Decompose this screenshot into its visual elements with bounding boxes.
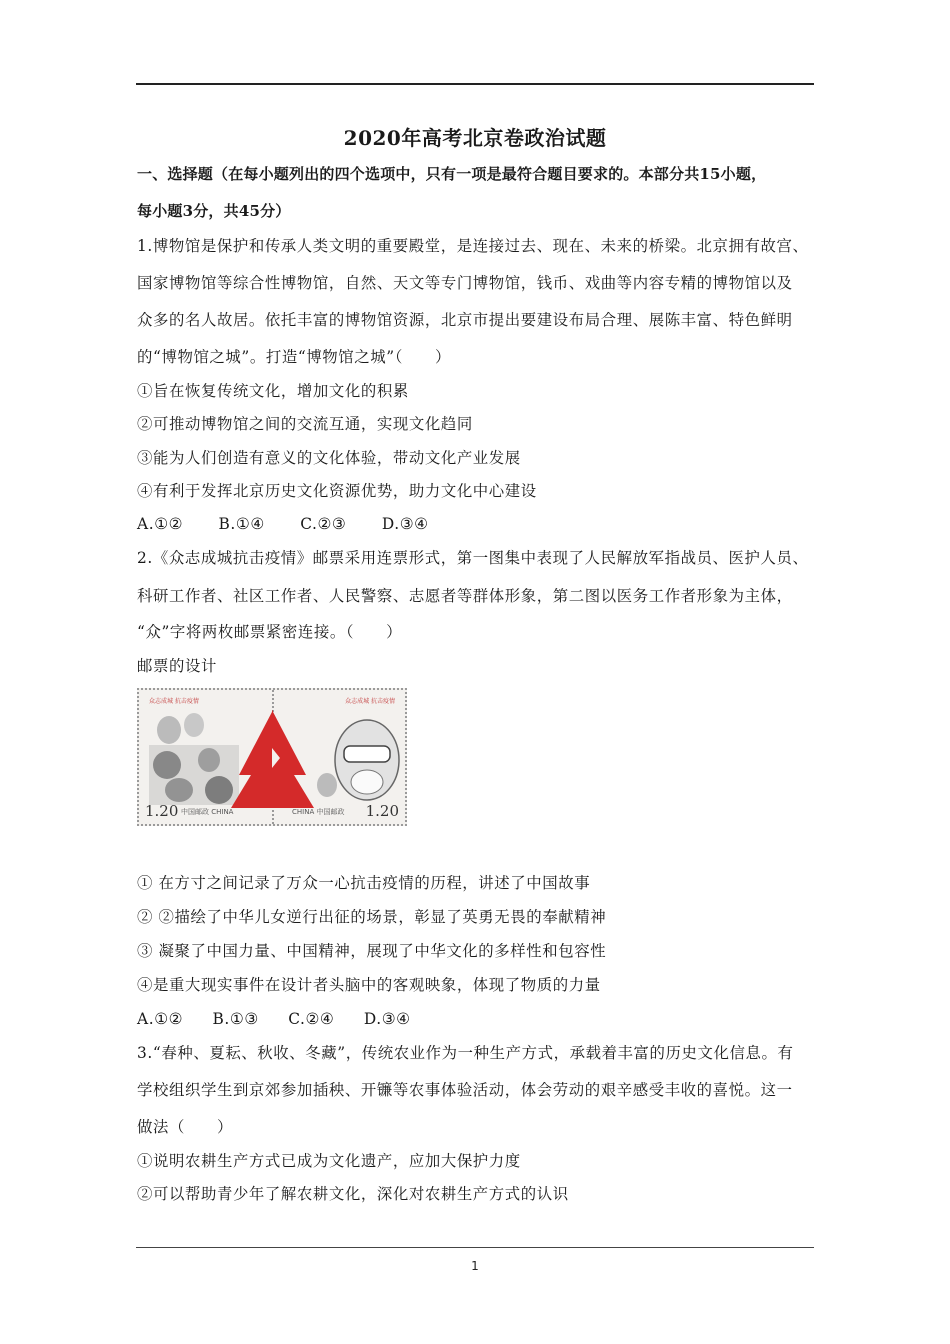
stamp-right-value: 1.20 (365, 802, 399, 820)
q1-stem-line-4: 的“博物馆之城”。打造“博物馆之城”（ ） (137, 348, 452, 366)
q1-choice-d: D.③④ (381, 515, 429, 533)
q1-stem-line-2: 国家博物馆等综合性博物馆，自然、天文等专门博物馆，钱币、戏曲等内容专精的博物馆以及 (137, 274, 793, 292)
q2-stem-line-3: “众”字将两枚邮票紧密连接。（ ） (137, 623, 403, 641)
q2-stem-line-1: 2.《众志成城抗击疫情》邮票采用连票形式，第一图集中表现了人民解放军指战员、医护人员、 (137, 549, 809, 567)
q2-statement-3: ③ 凝聚了中国力量、中国精神，展现了中华文化的多样性和包容性 (137, 942, 607, 960)
stamp-left-value: 1.20 (145, 802, 179, 820)
q2-figure-caption: 邮票的设计 (137, 657, 217, 675)
q1-stem-line-1: 1.博物馆是保护和传承人类文明的重要殿堂，是连接过去、现在、未来的桥梁。北京拥有故宫、 (137, 237, 809, 255)
q2-choice-b: B.①③ (212, 1010, 259, 1028)
q2-statement-4: ④是重大现实事件在设计者头脑中的客观映象，体现了物质的力量 (137, 976, 601, 994)
stamp-right-country: CHINA 中国邮政 (292, 808, 345, 816)
q2-choices (137, 1009, 817, 1029)
q1-statement-4: ④有利于发挥北京历史文化资源优势，助力文化中心建设 (137, 482, 537, 500)
q1-statement-1: ①旨在恢复传统文化，增加文化的积累 (137, 382, 409, 400)
q1-stem-line-3: 众多的名人故居。依托丰富的博物馆资源，北京市提出要建设布局合理、展陈丰富、特色鲜明 (137, 311, 793, 329)
q1-statement-2: ②可推动博物馆之间的交流互通，实现文化趋同 (137, 415, 473, 433)
q1-choice-c: C.②③ (300, 515, 347, 533)
q1-choice-b: B.①④ (218, 515, 265, 533)
stamp-right-caption: 众志成城 抗击疫情 (345, 698, 395, 705)
stamp-image (137, 688, 407, 826)
q1-choice-a: A.①② (137, 515, 184, 533)
q2-stem-line-2: 科研工作者、社区工作者、人民警察、志愿者等群体形象，第二图以医务工作者形象为主体， (137, 587, 793, 605)
q3-stem-line-1: 3.“春种、夏耘、秋收、冬藏”，传统农业作为一种生产方式，承载着丰富的历史文化信息。有 (137, 1044, 794, 1062)
q1-choices (137, 514, 817, 534)
page-number: 1 (471, 1259, 479, 1273)
q3-statement-1: ①说明农耕生产方式已成为文化遗产，应加大保护力度 (137, 1152, 521, 1170)
footer-rule (136, 1247, 814, 1248)
q2-choice-c: C.②④ (288, 1010, 335, 1028)
stamp-right (272, 690, 405, 824)
q2-choice-d: D.③④ (363, 1010, 411, 1028)
q3-stem-line-2: 学校组织学生到京郊参加插秧、开镰等农事体验活动，体会劳动的艰辛感受丰收的喜悦。这一 (137, 1081, 793, 1099)
stamp-left (139, 690, 274, 824)
q1-statement-3: ③能为人们创造有意义的文化体验，带动文化产业发展 (137, 449, 521, 467)
q3-statement-2: ②可以帮助青少年了解农耕文化，深化对农耕生产方式的认识 (137, 1185, 569, 1203)
document-title: 2020年高考北京卷政治试题 (343, 126, 607, 150)
q3-stem-line-3: 做法（ ） (137, 1118, 233, 1136)
stamp-left-caption: 众志成城 抗击疫情 (149, 698, 199, 705)
stamp-left-country: 中国邮政 CHINA (181, 808, 234, 816)
section-header-line-2: 每小题3分，共45分） (137, 202, 291, 220)
q2-statement-2: ② ②描绘了中华儿女逆行出征的场景，彰显了英勇无畏的奉献精神 (137, 908, 607, 926)
q2-statement-1: ① 在方寸之间记录了万众一心抗击疫情的历程，讲述了中国故事 (137, 874, 591, 892)
header-rule (136, 83, 814, 85)
q2-choice-a: A.①② (137, 1010, 184, 1028)
section-header-line-1: 一、选择题（在每小题列出的四个选项中，只有一项是最符合题目要求的。本部分共15小题， (137, 165, 767, 183)
